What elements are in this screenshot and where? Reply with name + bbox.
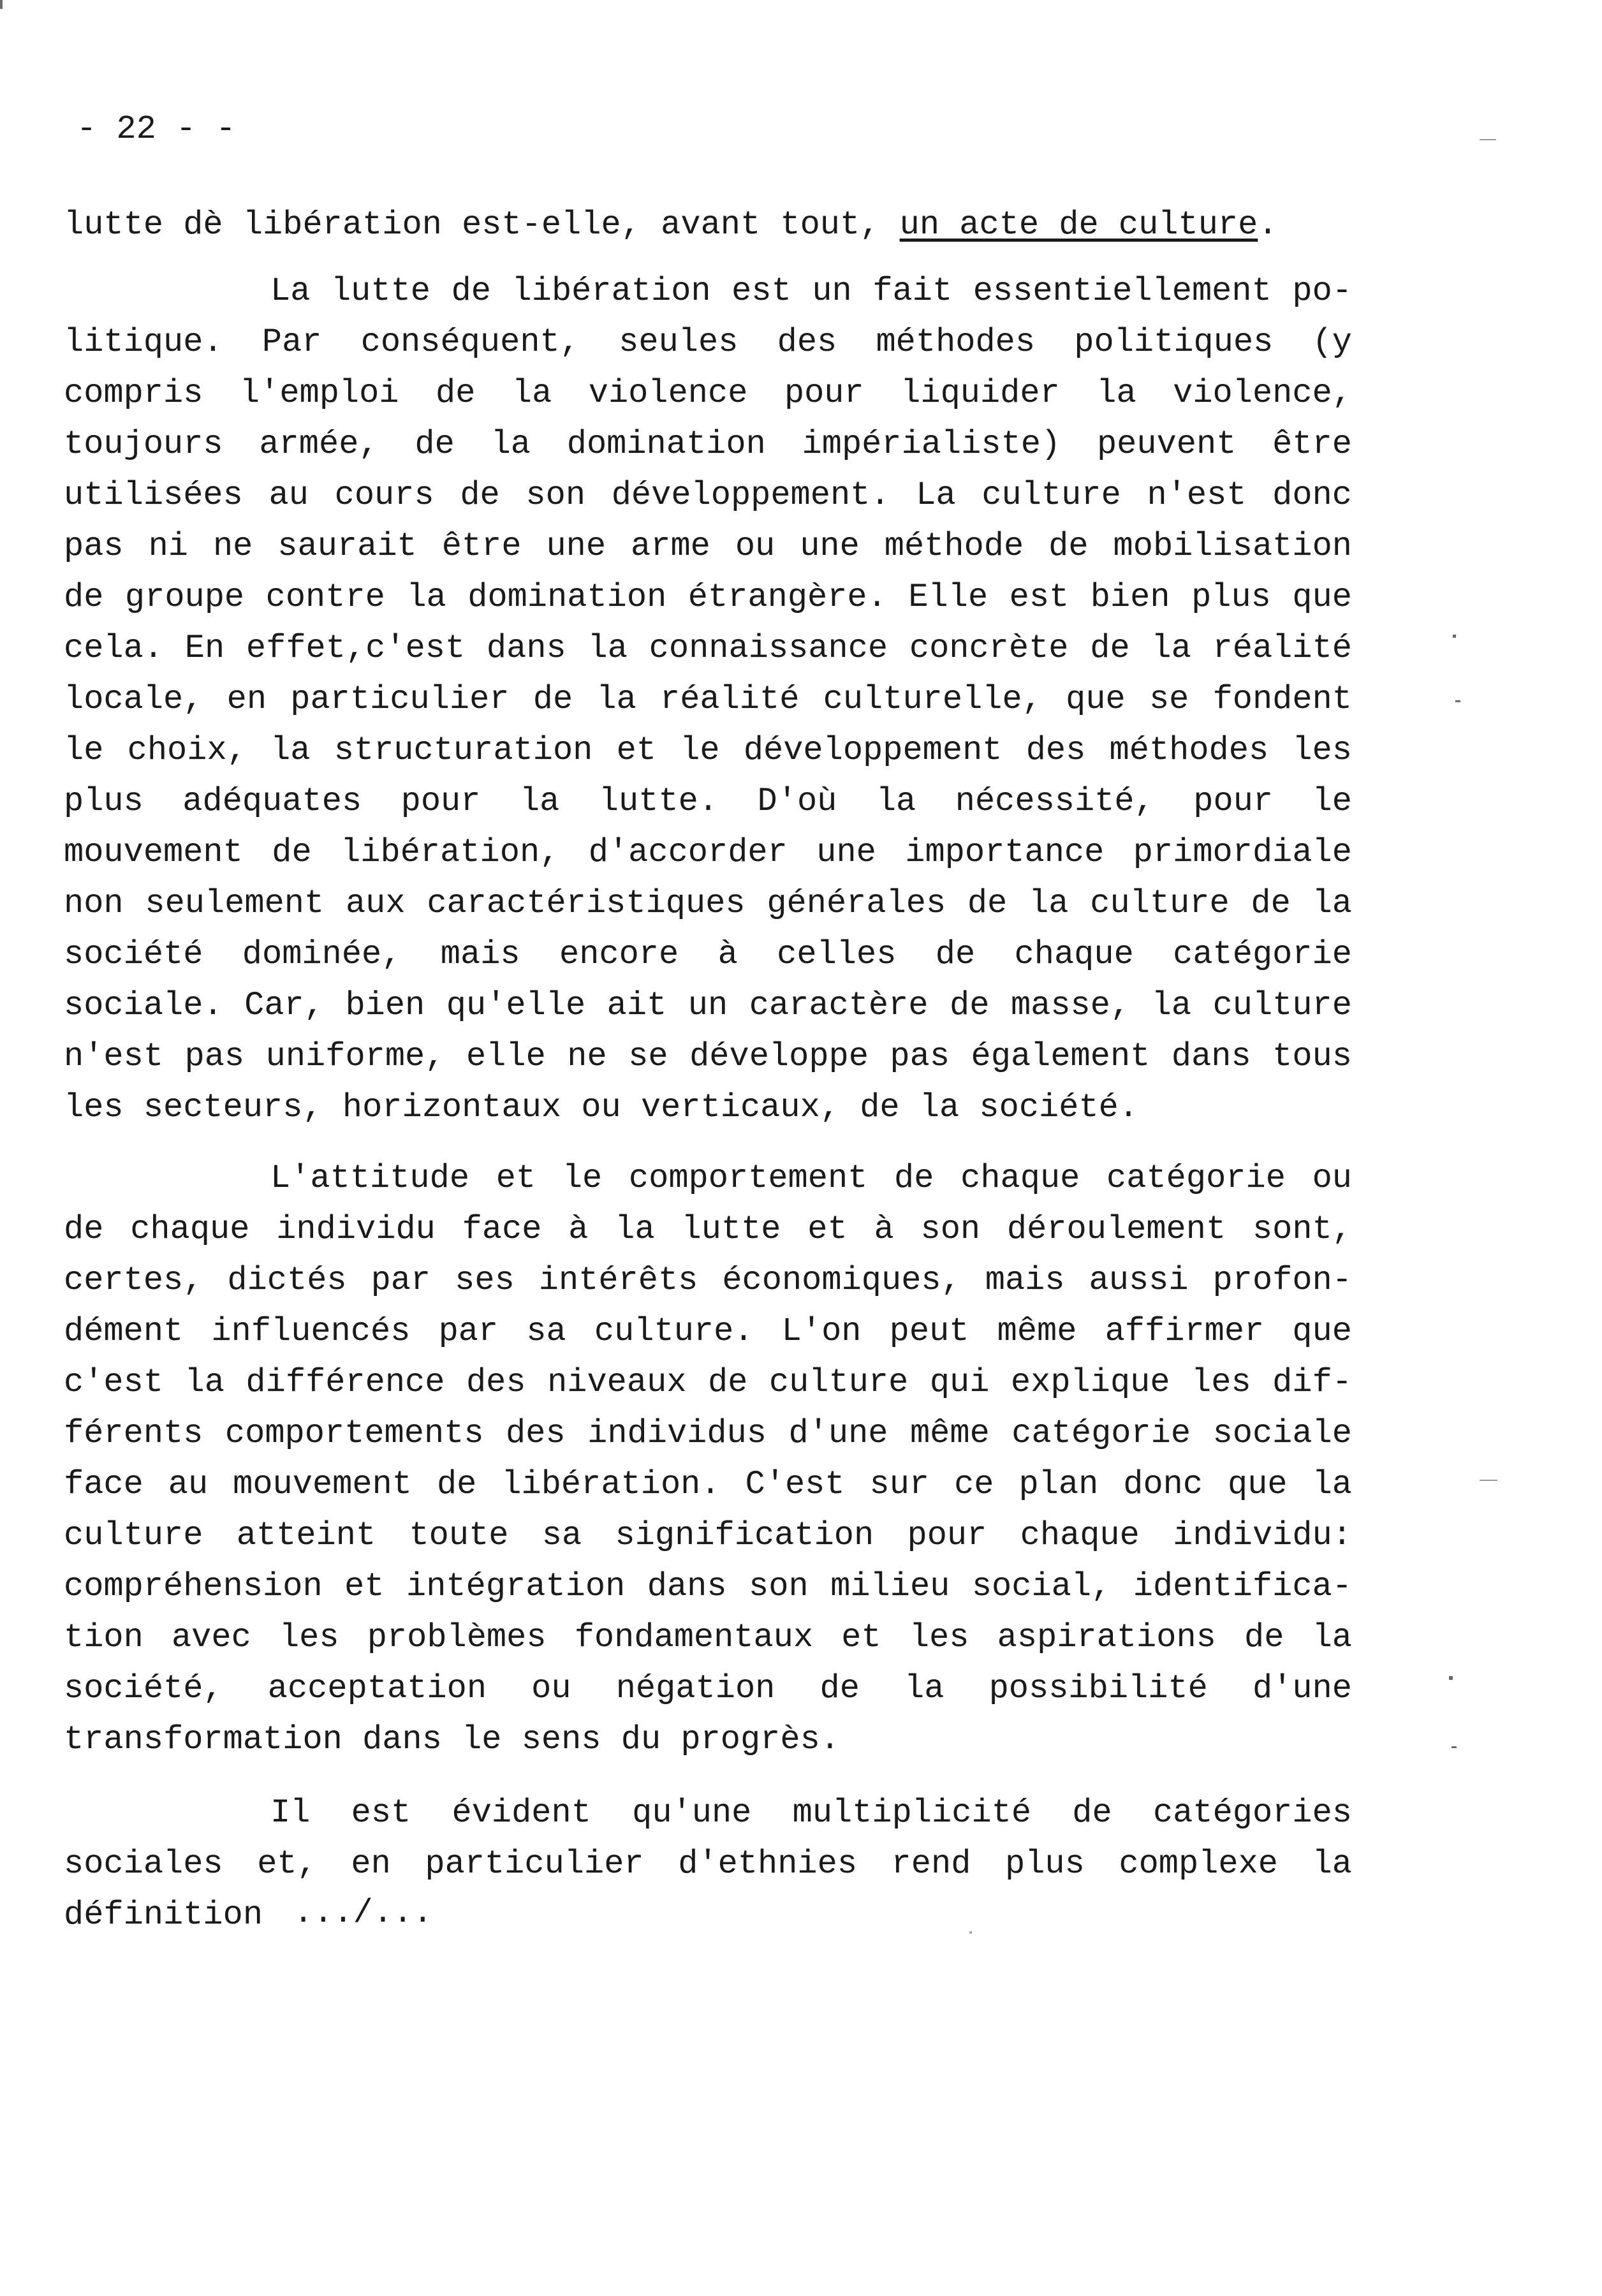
continuation-marker: .../... xyxy=(293,1894,433,1932)
paragraph-3: Il est évident qu'une multiplicité de catégories sociales et, en particulier d'ethnies rend plus complexe la définition xyxy=(64,1794,1352,1934)
first-line-period: . xyxy=(1258,206,1278,244)
scan-mark xyxy=(1480,1480,1497,1481)
scan-mark xyxy=(1453,635,1456,638)
scan-mark xyxy=(0,0,3,9)
scan-mark xyxy=(1451,1746,1457,1748)
scan-mark xyxy=(1449,1676,1453,1680)
scan-mark xyxy=(1455,700,1460,702)
first-line xyxy=(64,200,1352,251)
page-number: - 22 - - xyxy=(77,110,236,148)
first-line-text: lutte dè libération est-elle, avant tout, xyxy=(64,206,900,244)
paragraph-2: L'attitude et le comportement de chaque catégorie ou de chaque individu face à la lutte et à son déroulement sont, certes, dictés par ses intérêts économiques, mais aussi profondément influencés par sa culture. L'on peut même affirmer que c'est la différence des niveaux de culture qui explique les différents comportements des individus d'une même catégorie sociale face au mouvement de libération. C'est sur ce plan donc que la culture atteint toute sa signification pour chaque individu: compréhension et intégration dans son milieu social, identification avec les problèmes fondamentaux et les aspirations de la société, acceptation ou négation de la possibilité d'une transformation dans le sens du progrès. xyxy=(64,1159,1352,1758)
paragraph-1: La lutte de libération est un fait essentiellement politique. Par conséquent, seules des méthodes politiques (y compris l'emploi de la violence pour liquider la violence, toujours armée, de la domination impérialiste) peuvent être utilisées au cours de son développement. La culture n'est donc pas ni ne saurait être une arme ou une méthode de mobilisation de groupe contre la domination étrangère. Elle est bien plus que cela. En effet,c'est dans la connaissance concrète de la réalité locale, en particulier de la réalité culturelle, que se fondent le choix, la structuration et le développement des méthodes les plus adéquates pour la lutte. D'où la nécessité, pour le mouvement de libération, d'accorder une importance primordiale non seulement aux caractéristiques générales de la culture de la société dominée, mais encore à celles de chaque catégorie sociale. Car, bien qu'elle ait un caractère de masse, la culture n'est pas uniforme, elle ne se développe pas également dans tous les secteurs, horizontaux ou verticaux, de la société. xyxy=(64,272,1352,1126)
scan-mark xyxy=(1480,139,1496,140)
underlined-phrase: un acte de culture xyxy=(899,206,1258,244)
scan-mark xyxy=(969,1931,972,1934)
